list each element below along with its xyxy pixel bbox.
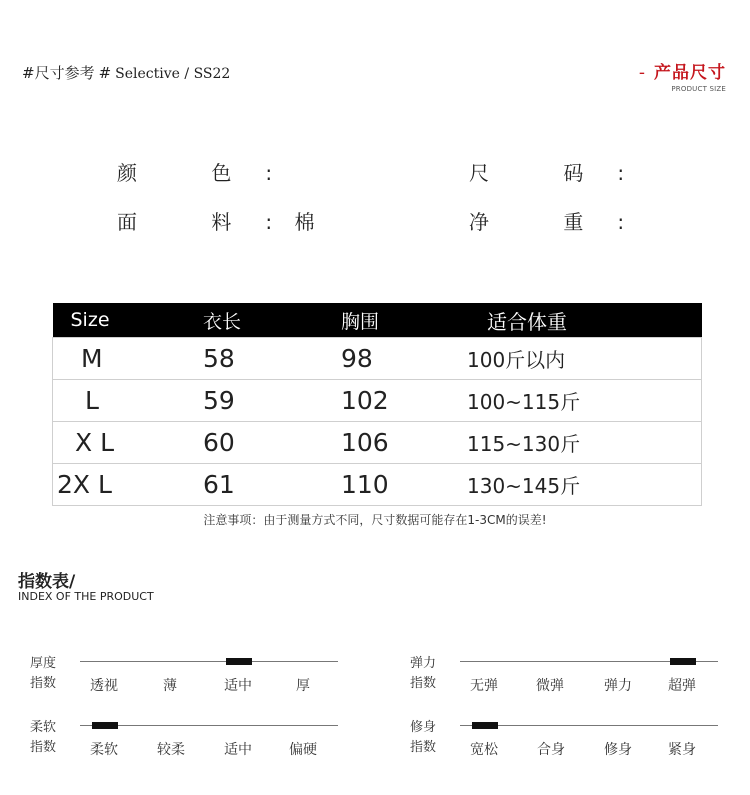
cell-chest: 98: [341, 338, 467, 380]
scale-track: [460, 725, 718, 726]
cell-weight: 100~115斤: [467, 380, 702, 422]
scale-option: 偏硬: [289, 742, 317, 758]
index-title: 指数表/: [18, 572, 76, 592]
scale-option: 适中: [224, 678, 252, 694]
scale-option: 超弹: [668, 678, 696, 694]
cell-size: L: [53, 380, 204, 422]
brand-en: Selective / SS22: [115, 66, 231, 82]
scale-caption: 厚度: [30, 656, 57, 671]
brand-line: [22, 62, 230, 83]
table-row: [53, 338, 702, 380]
header-weight: 适合体重: [467, 303, 702, 338]
scale-track: [80, 661, 338, 662]
info-color: [117, 157, 273, 186]
cell-length: 59: [203, 380, 341, 422]
hash-mark: #: [98, 64, 112, 82]
table-row: [53, 464, 702, 506]
colon: :: [265, 161, 274, 185]
scale-option: 较柔: [157, 742, 185, 758]
table-row: [53, 380, 702, 422]
info-size: [469, 157, 625, 186]
cell-weight: 100斤以内: [467, 338, 702, 380]
cell-length: 58: [203, 338, 341, 380]
scale-option: 适中: [224, 742, 252, 758]
fabric-label: 面 料: [117, 210, 266, 234]
info-weight: [469, 206, 625, 235]
table-row: [53, 422, 702, 464]
header-size: Size: [53, 303, 204, 338]
scale-option: 薄: [163, 678, 177, 694]
hash-mark: #: [22, 64, 35, 82]
cell-size: M: [53, 338, 204, 380]
size-table-header: [53, 303, 702, 338]
scale-caption: 指数: [30, 740, 57, 755]
scale-caption: 指数: [410, 740, 437, 755]
header-length: 衣长: [203, 303, 341, 338]
product-size-badge: [639, 58, 726, 93]
size-table: [52, 303, 702, 506]
colon: :: [617, 210, 626, 234]
scale-caption: 柔软: [30, 720, 57, 735]
info-fabric: [117, 206, 315, 235]
scale-option: 透视: [90, 678, 118, 694]
cell-chest: 102: [341, 380, 467, 422]
scale-marker: [472, 722, 498, 729]
scale-option: 柔软: [90, 742, 118, 758]
scale-caption: 修身: [410, 720, 437, 735]
index-subtitle: INDEX OF THE PRODUCT: [18, 590, 154, 603]
colon: :: [265, 210, 274, 234]
scale-option: 微弹: [536, 678, 564, 694]
scale-option: 紧身: [668, 742, 696, 758]
brand-cn: 尺寸参考: [34, 64, 95, 82]
cell-size: X L: [53, 422, 204, 464]
cell-chest: 110: [341, 464, 467, 506]
scale-option: 合身: [537, 742, 565, 758]
scale-caption: 弹力: [410, 656, 437, 671]
cell-length: 60: [203, 422, 341, 464]
measurement-note: 注意事项：由于测量方式不同，尺寸数据可能存在1-3CM的误差!: [203, 513, 547, 527]
scale-option: 无弹: [470, 678, 498, 694]
cell-length: 61: [203, 464, 341, 506]
cell-weight: 130~145斤: [467, 464, 702, 506]
scale-option: 修身: [604, 742, 632, 758]
scale-caption: 指数: [410, 676, 437, 691]
badge-title: 产品尺寸: [654, 63, 726, 83]
cell-size: 2X L: [53, 464, 204, 506]
header-chest: 胸围: [341, 303, 467, 338]
scale-marker: [92, 722, 118, 729]
scale-marker: [670, 658, 696, 665]
scale-marker: [226, 658, 252, 665]
badge-subtitle: PRODUCT SIZE: [671, 85, 726, 93]
scale-caption: 指数: [30, 676, 57, 691]
cell-weight: 115~130斤: [467, 422, 702, 464]
badge-dash: -: [638, 63, 646, 83]
color-label: 颜 色: [117, 161, 266, 185]
scale-option: 宽松: [470, 742, 498, 758]
scale-track: [80, 725, 338, 726]
fabric-value: 棉: [294, 210, 316, 234]
scale-option: 弹力: [604, 678, 632, 694]
weight-label: 净 重: [469, 210, 618, 234]
colon: :: [617, 161, 626, 185]
scale-option: 厚: [296, 678, 310, 694]
cell-chest: 106: [341, 422, 467, 464]
size-label: 尺 码: [469, 161, 618, 185]
